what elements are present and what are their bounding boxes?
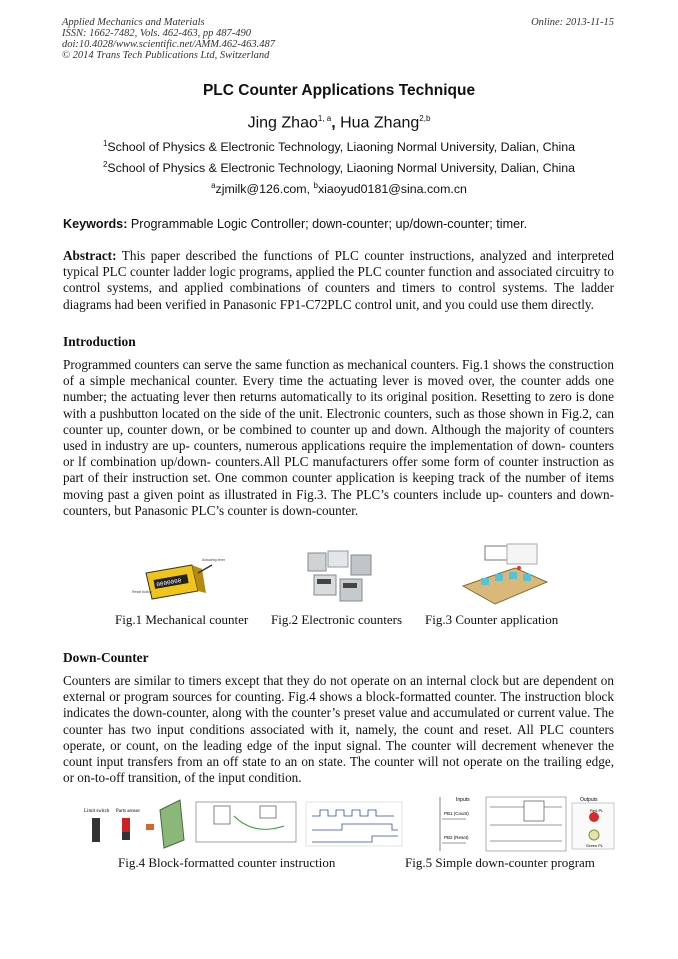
issn-line: ISSN: 1662-7482, Vols. 462-463, pp 487-490 (62, 28, 251, 39)
conveyor (463, 568, 547, 604)
inputs-label: Inputs (456, 797, 470, 803)
author-2-sup: 2,b (419, 114, 431, 123)
author-separator: , (331, 114, 341, 132)
fig1-caption: Fig.1 Mechanical counter (115, 612, 249, 627)
author-1: Jing Zhao (247, 114, 318, 132)
copyright-line: © 2014 Trans Tech Publications Ltd, Switzerland (62, 50, 270, 61)
plc-box (485, 546, 507, 560)
plc-panel (507, 544, 537, 564)
keywords-line (63, 217, 527, 231)
parts-sensor-icon (122, 818, 130, 832)
counter-digits: 0000000 (155, 577, 182, 589)
author-1-sup: 1, a (317, 114, 332, 123)
fig5-down-counter-program-image (438, 793, 618, 855)
paper-title: PLC Counter Applications Technique (202, 82, 476, 99)
introduction-heading: Introduction (63, 334, 136, 349)
fig2-caption: Fig.2 Electronic counters (271, 612, 403, 627)
author-2: Hua Zhang (340, 114, 420, 132)
green-pl-label: Green PL (586, 843, 604, 848)
outputs-label: Outputs (580, 797, 598, 803)
pb1-label: PB1 (Count) (444, 811, 469, 816)
keywords-text: Programmable Logic Controller; down-counter; up/down-counter; timer. (127, 217, 528, 231)
fig4-caption: Fig.4 Block-formatted counter instruction (118, 855, 336, 870)
affiliation-1-sup: 1 (102, 139, 108, 148)
counter-unit-5 (340, 579, 362, 601)
abstract-label: Abstract: (63, 248, 117, 263)
fig1-mechanical-counter-image (132, 553, 226, 609)
email-2-sup: b (313, 181, 318, 190)
display-1 (317, 579, 331, 584)
journal-name: Applied Mechanics and Materials (62, 17, 205, 28)
parts-sensor-label: Parts sensor (116, 809, 141, 814)
pb2-label: PB2 (Reset) (444, 835, 469, 840)
email-2[interactable]: xiaoyud0181@sina.com.cn (317, 182, 467, 197)
item-3 (509, 572, 517, 579)
online-date: Online: 2013-11-15 (531, 17, 614, 28)
email-1[interactable]: zjmilk@126.com, (215, 182, 314, 197)
ct-block (524, 801, 544, 821)
counter-unit-1 (308, 553, 326, 571)
limit-switch-label: Limit switch (84, 809, 110, 814)
counter-unit-3 (351, 555, 371, 575)
ladder-block (196, 802, 296, 842)
display-2 (343, 583, 357, 588)
green-pilot-light (589, 830, 599, 840)
abstract-paragraph (63, 248, 614, 313)
limit-switch-icon (92, 818, 100, 842)
keywords-label: Keywords: (63, 217, 128, 231)
item-1 (481, 578, 489, 585)
fig5-caption: Fig.5 Simple down-counter program (405, 855, 595, 870)
item-2 (495, 574, 503, 581)
introduction-paragraph: Programmed counters can serve the same function as mechanical counters. Fig.1 shows the construction of a simple mechanical counter. Every time the actuating lever is moved over, the counter adds one number; the actuating lever then returns automatically to its original position. Resetting to zero is done with a pushbutton located on the side of the unit. Electronic counters, such as those shown in Fig.2, can counter up, counter down, or be combined to counter up and down. Although the majority of counters used in industry are up- counters, numerous applications require the implementation of down- counters or lf combination up/down- counters.All PLC manufacturers offer some form of counter instruction as part of their instruction set. One common counter application is keeping track of the number of items moving past a given point as illustrated in Fig.3. The PLC’s counters include up- counters and down- counters, but Panasonic PLC’s counter is down-counter. (63, 357, 614, 518)
parts-sensor-base (122, 832, 130, 840)
author-line (0, 114, 678, 132)
affiliation-1 (0, 139, 678, 154)
affiliation-2-sup: 2 (102, 160, 108, 169)
counter-unit-4 (314, 575, 336, 595)
affiliation-2-text: School of Physics & Electronic Technology, Liaoning Normal University, Dalian, China (107, 161, 576, 176)
down-counter-paragraph: Counters are similar to timers except that they do not operate on an internal clock but are dependent on external or program sources for counting. Fig.4 shows a block-formatted counter. The instruction block indicates the down-counter, along with the counter’s preset value and accumulated or current value. The counter has two input conditions associated with it, namely, the count and reset. All PLC counters operate, or count, on the leading edge of the input signal. The counter will decrement whenever the count input transfers from an off state to an on state. The counter will not operate on the trailing edge, or on-to-off transition, of the input condition. (63, 673, 614, 786)
red-pilot-light (589, 812, 599, 822)
email-1-sup: a (211, 181, 216, 190)
abstract-text: This paper described the functions of PLC counter instructions, analyzed and interpreted typical PLC counter ladder logic programs, applied the PLC counter function and associated circuitry to control systems, and applied combinations of counters and timers to control systems. The ladder diagrams had been verified in Panasonic FP1-C72PLC control unit, and you could use them directly. (63, 248, 614, 312)
affiliation-1-text: School of Physics & Electronic Technology, Liaoning Normal University, Dalian, China (107, 140, 576, 155)
email-line (0, 181, 678, 196)
fig3-counter-application-image (459, 542, 551, 610)
affiliation-2 (0, 160, 678, 175)
lever-label: Actuating lever (202, 558, 226, 562)
fig2-electronic-counters-image (306, 549, 376, 605)
red-pl-label: Red PL (590, 808, 604, 813)
fig3-caption: Fig.3 Counter application (425, 612, 559, 627)
counter-unit-2 (328, 551, 348, 567)
sensor (517, 566, 521, 570)
down-counter-heading: Down-Counter (63, 650, 149, 665)
doi-line[interactable]: doi:10.4028/www.scientific.net/AMM.462-463.487 (62, 39, 275, 50)
fig4-block-counter-image (84, 796, 404, 852)
item-4 (523, 574, 531, 581)
input-module-icon (160, 800, 184, 848)
reset-label: Reset button (132, 590, 152, 594)
connector-icon (146, 824, 154, 830)
